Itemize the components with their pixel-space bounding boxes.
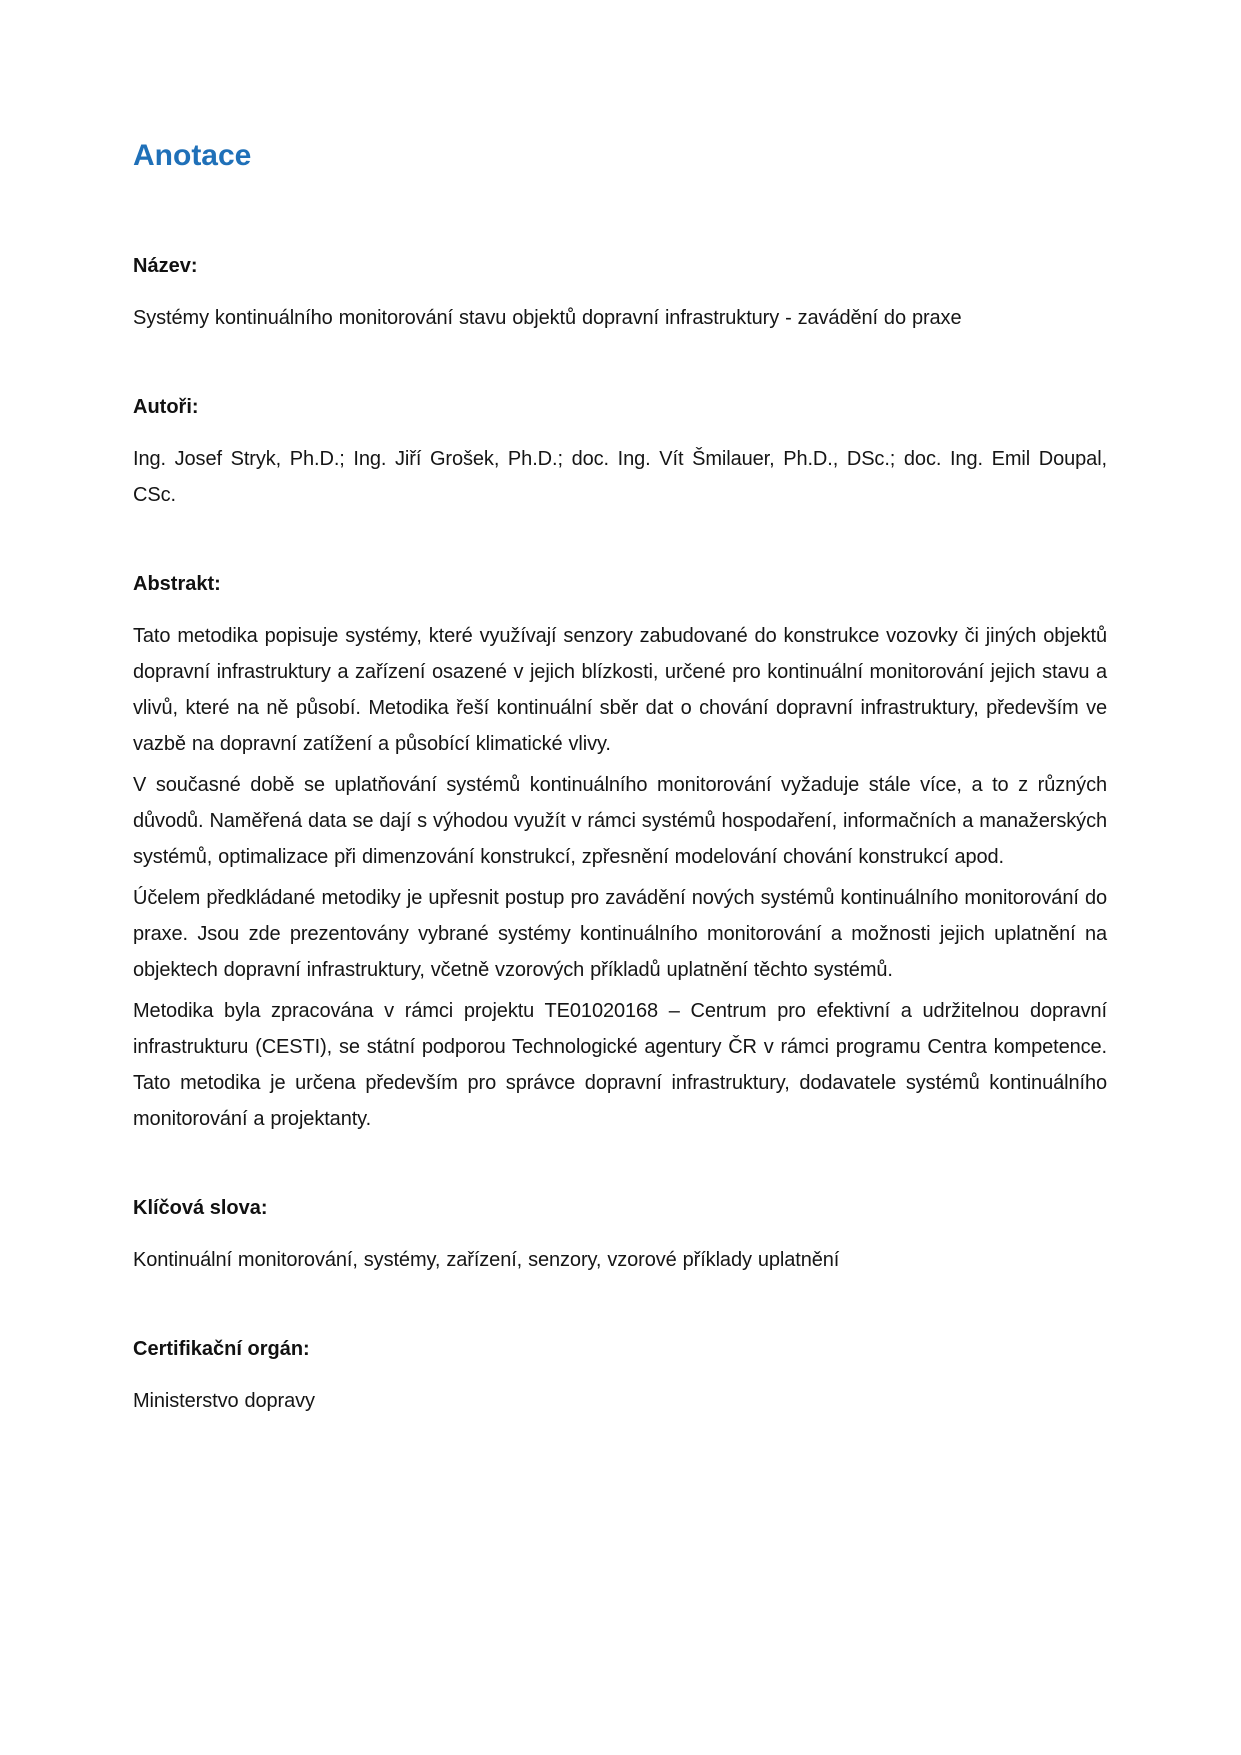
abstract-paragraph-1: Tato metodika popisuje systémy, které využívají senzory zabudované do konstrukce vozovky či jiných objektů dopravní infrastruktury a zařízení osazené v jejich blízkosti, určené pro kontinuální monitorování jejich stavu a vlivů, které na ně působí. Metodika řeší kontinuální sběr dat o chování dopravní infrastruktury, především ve vazbě na dopravní zatížení a působící klimatické vlivy. (133, 625, 1107, 755)
abstract-paragraph-3: Účelem předkládané metodiky je upřesnit postup pro zavádění nových systémů kontinuálního monitorování do praxe. Jsou zde prezentovány vybrané systémy kontinuálního monitorování a možnosti jejich uplatnění na objektech dopravní infrastruktury, včetně vzorových příkladů uplatnění těchto systémů. (133, 887, 1107, 981)
page-title: Anotace (133, 139, 252, 172)
section-certifikacni-organ (133, 1335, 1107, 1419)
section-autori (133, 393, 1107, 513)
section-label-nazev: Název: (133, 255, 198, 277)
keywords-paragraph: Kontinuální monitorování, systémy, zařízení, senzory, vzorové příklady uplatnění (133, 1249, 840, 1271)
section-label-klicova-slova: Klíčová slova: (133, 1197, 268, 1219)
section-label-certifikacni-organ: Certifikační orgán: (133, 1338, 310, 1360)
section-label-autori: Autoři: (133, 396, 199, 418)
title-paragraph: Systémy kontinuálního monitorování stavu objektů dopravní infrastruktury - zavádění do praxe (133, 307, 962, 329)
certification-body-paragraph: Ministerstvo dopravy (133, 1390, 315, 1412)
section-klicova-slova (133, 1194, 1107, 1278)
abstract-paragraph-2: V současné době se uplatňování systémů kontinuálního monitorování vyžaduje stále více, a to z různých důvodů. Naměřená data se dají s výhodou využít v rámci systémů hospodaření, informačních a manažerských systémů, optimalizace při dimenzování konstrukcí, zpřesnění modelování chování konstrukcí apod. (133, 774, 1107, 868)
abstract-paragraph-4: Metodika byla zpracována v rámci projektu TE01020168 – Centrum pro efektivní a udržitelnou dopravní infrastrukturu (CESTI), se státní podporou Technologické agentury ČR v rámci programu Centra kompetence. Tato metodika je určena především pro správce dopravní infrastruktury, dodavatele systémů kontinuálního monitorování a projektanty. (133, 1000, 1107, 1130)
section-label-abstrakt: Abstrakt: (133, 573, 221, 595)
section-abstrakt (133, 570, 1107, 1137)
section-nazev (133, 252, 1107, 336)
authors-paragraph: Ing. Josef Stryk, Ph.D.; Ing. Jiří Grošek, Ph.D.; doc. Ing. Vít Šmilauer, Ph.D., DSc.; doc. Ing. Emil Doupal, CSc. (133, 448, 1107, 506)
